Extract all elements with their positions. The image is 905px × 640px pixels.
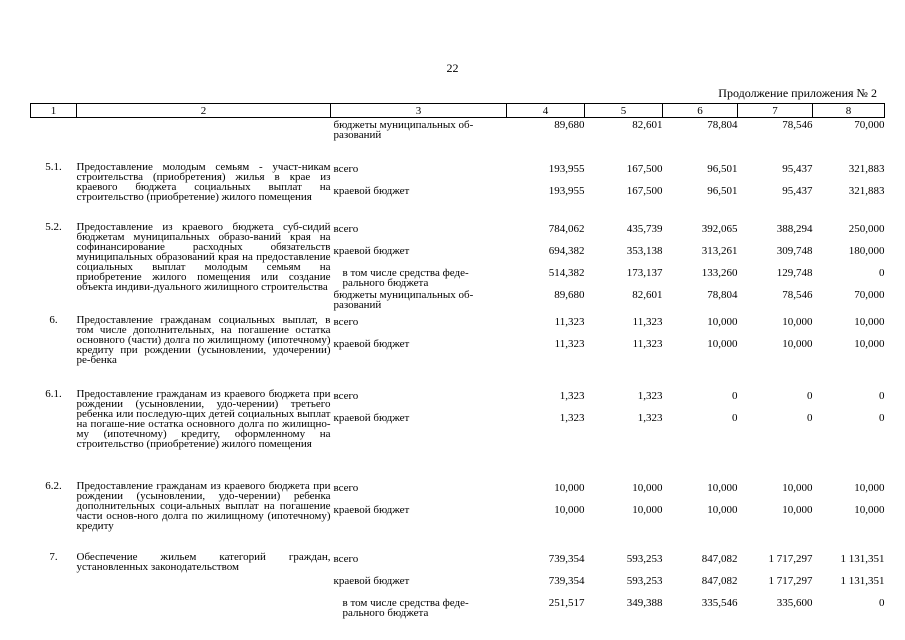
row-number: 6.2. bbox=[45, 479, 62, 492]
amount-value: 95,437 bbox=[782, 162, 813, 175]
amount-value: 10,000 bbox=[854, 481, 885, 494]
funding-source: всего bbox=[333, 162, 359, 175]
amount-value: 353,138 bbox=[626, 244, 663, 257]
budget-table bbox=[30, 103, 885, 618]
year-values-column bbox=[813, 552, 885, 618]
amount-value: 1 717,297 bbox=[768, 574, 813, 587]
amount-value: 694,382 bbox=[548, 244, 585, 257]
activity-name: Предоставление гражданам социальных выплат, в том числе дополнительных, на погашение остатка основного (части) долга по жилищному (ипотечному) кредиту при рождении (усыновлении, удочерении) ре-бенка bbox=[76, 313, 331, 366]
row-number: 6. bbox=[49, 313, 58, 326]
year-values-column bbox=[663, 118, 738, 162]
table-row bbox=[31, 162, 885, 222]
funding-source: бюджеты муниципальных об-разований bbox=[333, 119, 474, 141]
amount-value: 1,323 bbox=[559, 411, 585, 424]
funding-sources bbox=[331, 389, 507, 481]
amount-value: 392,065 bbox=[701, 222, 738, 235]
row-number: 5.1. bbox=[45, 160, 62, 173]
year-values-column bbox=[663, 222, 738, 315]
funding-source: краевой бюджет bbox=[333, 184, 410, 197]
amount-value: 10,000 bbox=[554, 503, 585, 516]
table-row bbox=[31, 222, 885, 315]
amount-value: 10,000 bbox=[782, 315, 813, 328]
amount-value: 739,354 bbox=[548, 552, 585, 565]
column-header: 5 bbox=[585, 104, 663, 118]
column-header: 4 bbox=[507, 104, 585, 118]
amount-value: 739,354 bbox=[548, 574, 585, 587]
funding-source: краевой бюджет bbox=[333, 337, 410, 350]
page-number: 22 bbox=[446, 61, 459, 75]
funding-source: краевой бюджет bbox=[333, 411, 410, 424]
amount-value: 78,546 bbox=[782, 288, 813, 301]
row-number: 7. bbox=[49, 550, 58, 563]
amount-value: 1 717,297 bbox=[768, 552, 813, 565]
year-values-column bbox=[738, 118, 813, 162]
table-row bbox=[31, 481, 885, 552]
amount-value: 82,601 bbox=[632, 119, 663, 131]
activity-name: Предоставление гражданам из краевого бюджета при рождении (усыновлении, удо-черении) ребенка дополнительных соци-альных выплат на погашение части основ-ного долга по жилищному (ипотечному) кредиту bbox=[76, 479, 331, 532]
year-values-column bbox=[585, 389, 663, 481]
year-values-column bbox=[507, 389, 585, 481]
table-header-row bbox=[31, 104, 885, 118]
amount-value: 10,000 bbox=[632, 503, 663, 516]
year-values-column bbox=[663, 481, 738, 552]
activity-name: Обеспечение жильем категорий граждан, установленных законодательством bbox=[76, 550, 331, 573]
table-row bbox=[31, 389, 885, 481]
amount-value: 847,082 bbox=[701, 574, 738, 587]
amount-value: 10,000 bbox=[854, 315, 885, 328]
amount-value: 0 bbox=[879, 596, 885, 609]
appendix-continuation-label: Продолжение приложения № 2 bbox=[718, 86, 877, 100]
amount-value: 1,323 bbox=[637, 411, 663, 424]
table-row bbox=[31, 118, 885, 162]
amount-value: 847,082 bbox=[701, 552, 738, 565]
year-values-column bbox=[507, 552, 585, 618]
funding-source: всего bbox=[333, 222, 359, 235]
funding-sources bbox=[331, 162, 507, 222]
activity-name: Предоставление из краевого бюджета суб-сидий бюджетам муниципальных образо-ваний края на софинансирование расходных обязательств муниципальных образований края на предоставление социальных выплат молодым семьям на приобретение жилого помещения или создание объекта индиви-дуального жилищного строительства bbox=[76, 220, 331, 293]
amount-value: 10,000 bbox=[782, 337, 813, 350]
year-values-column bbox=[738, 162, 813, 222]
amount-value: 89,680 bbox=[554, 288, 585, 301]
amount-value: 514,382 bbox=[548, 266, 585, 279]
amount-value: 388,294 bbox=[776, 222, 813, 235]
funding-source: в том числе средства феде-рального бюджета bbox=[342, 266, 469, 289]
column-header: 6 bbox=[663, 104, 738, 118]
amount-value: 180,000 bbox=[848, 244, 885, 257]
amount-value: 321,883 bbox=[848, 162, 885, 175]
year-values-column bbox=[738, 222, 813, 315]
table-row bbox=[31, 552, 885, 618]
amount-value: 349,388 bbox=[626, 596, 663, 609]
amount-value: 10,000 bbox=[707, 503, 738, 516]
funding-sources bbox=[331, 222, 507, 315]
year-values-column bbox=[585, 222, 663, 315]
funding-source: всего bbox=[333, 315, 359, 328]
year-values-column bbox=[738, 315, 813, 389]
row-number: 6.1. bbox=[45, 387, 62, 400]
amount-value: 251,517 bbox=[548, 596, 585, 609]
amount-value: 173,137 bbox=[626, 266, 663, 279]
year-values-column bbox=[507, 162, 585, 222]
amount-value: 10,000 bbox=[707, 315, 738, 328]
activity-name bbox=[77, 118, 331, 162]
amount-value: 0 bbox=[879, 389, 885, 402]
year-values-column bbox=[738, 389, 813, 481]
amount-value: 96,501 bbox=[707, 184, 738, 197]
amount-value: 335,600 bbox=[776, 596, 813, 609]
amount-value: 10,000 bbox=[632, 481, 663, 494]
year-values-column bbox=[585, 162, 663, 222]
amount-value: 10,000 bbox=[782, 481, 813, 494]
year-values-column bbox=[813, 162, 885, 222]
column-header: 2 bbox=[77, 104, 331, 118]
amount-value: 1 131,351 bbox=[840, 552, 885, 565]
amount-value: 313,261 bbox=[701, 244, 738, 257]
year-values-column bbox=[813, 315, 885, 389]
amount-value: 11,323 bbox=[632, 337, 663, 350]
amount-value: 321,883 bbox=[848, 184, 885, 197]
column-header: 7 bbox=[738, 104, 813, 118]
amount-value: 78,546 bbox=[782, 119, 813, 131]
amount-value: 70,000 bbox=[854, 288, 885, 301]
table-body bbox=[31, 118, 885, 618]
amount-value: 0 bbox=[807, 389, 813, 402]
activity-name: Предоставление молодым семьям - участ-никам строительства (приобретения) жилья в крае из краевого бюджета социальных выплат на строительство (приобретение) жилого помещения bbox=[76, 160, 331, 203]
amount-value: 309,748 bbox=[776, 244, 813, 257]
year-values-column bbox=[507, 481, 585, 552]
amount-value: 167,500 bbox=[626, 184, 663, 197]
amount-value: 10,000 bbox=[554, 481, 585, 494]
amount-value: 10,000 bbox=[707, 337, 738, 350]
amount-value: 0 bbox=[807, 411, 813, 424]
funding-sources bbox=[331, 315, 507, 389]
amount-value: 193,955 bbox=[548, 162, 585, 175]
funding-sources bbox=[331, 481, 507, 552]
year-values-column bbox=[813, 389, 885, 481]
amount-value: 96,501 bbox=[707, 162, 738, 175]
year-values-column bbox=[813, 222, 885, 315]
year-values-column bbox=[585, 118, 663, 162]
row-number bbox=[31, 118, 77, 162]
amount-value: 435,739 bbox=[626, 222, 663, 235]
amount-value: 11,323 bbox=[554, 315, 585, 328]
column-header: 1 bbox=[31, 104, 77, 118]
year-values-column bbox=[585, 552, 663, 618]
activity-name: Предоставление гражданам из краевого бюджета при рождении (усыновлении, удо-черении) третьего ребенка или последую-щих детей социальных выплат на погаше-ние остатка основного долга по жилищно-му (ипотечному) кредиту, оформленному на строительство (приобретение) жилого помещения bbox=[76, 387, 331, 450]
amount-value: 11,323 bbox=[554, 337, 585, 350]
amount-value: 193,955 bbox=[548, 184, 585, 197]
amount-value: 10,000 bbox=[707, 481, 738, 494]
amount-value: 133,260 bbox=[701, 266, 738, 279]
amount-value: 82,601 bbox=[632, 288, 663, 301]
funding-source: в том числе средства феде-рального бюджета bbox=[342, 596, 469, 619]
amount-value: 11,323 bbox=[632, 315, 663, 328]
amount-value: 78,804 bbox=[707, 119, 738, 131]
amount-value: 250,000 bbox=[848, 222, 885, 235]
funding-source: всего bbox=[333, 481, 359, 494]
year-values-column bbox=[585, 481, 663, 552]
amount-value: 0 bbox=[879, 411, 885, 424]
amount-value: 1 131,351 bbox=[840, 574, 885, 587]
funding-source: краевой бюджет bbox=[333, 503, 410, 516]
amount-value: 95,437 bbox=[782, 184, 813, 197]
amount-value: 784,062 bbox=[548, 222, 585, 235]
year-values-column bbox=[813, 118, 885, 162]
year-values-column bbox=[585, 315, 663, 389]
year-values-column bbox=[663, 162, 738, 222]
year-values-column bbox=[663, 552, 738, 618]
year-values-column bbox=[663, 315, 738, 389]
funding-source: всего bbox=[333, 389, 359, 402]
funding-source: бюджеты муниципальных об-разований bbox=[333, 288, 474, 311]
amount-value: 1,323 bbox=[559, 389, 585, 402]
amount-value: 0 bbox=[732, 389, 738, 402]
amount-value: 10,000 bbox=[854, 337, 885, 350]
funding-source: краевой бюджет bbox=[333, 244, 410, 257]
amount-value: 167,500 bbox=[626, 162, 663, 175]
amount-value: 335,546 bbox=[701, 596, 738, 609]
funding-source: краевой бюджет bbox=[333, 574, 410, 587]
funding-sources bbox=[331, 552, 507, 618]
year-values-column bbox=[507, 222, 585, 315]
amount-value: 10,000 bbox=[782, 503, 813, 516]
year-values-column bbox=[507, 118, 585, 162]
amount-value: 0 bbox=[732, 411, 738, 424]
year-values-column bbox=[738, 481, 813, 552]
amount-value: 78,804 bbox=[707, 288, 738, 301]
amount-value: 10,000 bbox=[854, 503, 885, 516]
amount-value: 70,000 bbox=[854, 119, 885, 131]
amount-value: 1,323 bbox=[637, 389, 663, 402]
amount-value: 0 bbox=[879, 266, 885, 279]
amount-value: 89,680 bbox=[554, 119, 585, 131]
amount-value: 593,253 bbox=[626, 574, 663, 587]
funding-source: всего bbox=[333, 552, 359, 565]
row-number: 5.2. bbox=[45, 220, 62, 233]
funding-sources bbox=[331, 118, 507, 162]
year-values-column bbox=[663, 389, 738, 481]
amount-value: 593,253 bbox=[626, 552, 663, 565]
table-row bbox=[31, 315, 885, 389]
year-values-column bbox=[738, 552, 813, 618]
year-values-column bbox=[813, 481, 885, 552]
amount-value: 129,748 bbox=[776, 266, 813, 279]
column-header: 8 bbox=[813, 104, 885, 118]
column-header: 3 bbox=[331, 104, 507, 118]
year-values-column bbox=[507, 315, 585, 389]
